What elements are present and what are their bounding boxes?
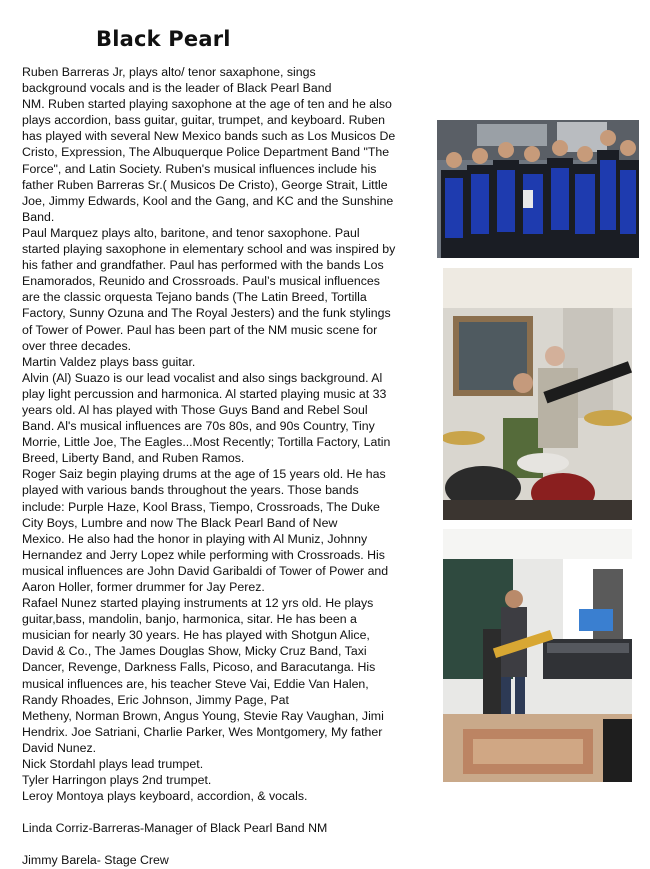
bio-line: Hendrix. Joe Satriani, Charlie Parker, Wes Montgomery, My father <box>22 724 383 739</box>
bio-line: years old. Al has played with Those Guys Band and Rebel Soul <box>22 402 368 417</box>
bio-line: Leroy Montoya plays keyboard, accordion, & vocals. <box>22 789 308 804</box>
bio-line: NM. Ruben started playing saxophone at the age of ten and he also <box>22 97 392 112</box>
bio-line: Morrie, Little Joe, The Eagles...Most Recently; Tortilla Factory, Latin <box>22 435 391 450</box>
bio-line: musical influences are, his teacher Steve Vai, Eddie Van Halen, <box>22 676 369 691</box>
bio-line: Band. Al's musical influences are 70s 80s, and 90s Country, Tiny <box>22 419 375 434</box>
bio-line: Breed, Liberty Band, and Ruben Ramos. <box>22 451 245 466</box>
bio-line: his father and grandfather. Paul has performed with the bands Los <box>22 258 384 273</box>
bio-line: Force", and Latin Society. Ruben's musical influences include his <box>22 161 377 176</box>
bio-line: has played with several New Mexico bands such as Los Musicos De <box>22 129 396 144</box>
bio-line: Hernandez and Jerry Lopez while performing with Crossroads. His <box>22 547 385 562</box>
bio-line: of Tower of Power. Paul has been part of the NM music scene for <box>22 322 378 337</box>
bio-line: Aaron Holler, former drummer for Jay Perez. <box>22 580 265 594</box>
bio-paragraphs <box>22 64 430 804</box>
drums-bass-photo <box>443 268 632 520</box>
bio-line: Tyler Harringon plays 2nd trumpet. <box>22 773 212 788</box>
bio-line: play light percussion and harmonica. Al started playing music at 33 <box>22 386 387 401</box>
bio-line: played with various bands throughout the years. Those bands <box>22 483 359 498</box>
bio-line: Ruben Barreras Jr, plays alto/ tenor saxaphone, sings <box>22 65 316 79</box>
bio-line: Paul Marquez plays alto, baritone, and tenor saxophone. Paul <box>22 225 360 240</box>
bio-line: Rafael Nunez started playing instruments at 12 yrs old. He plays <box>22 596 374 611</box>
bio-line: David & Co., The James Douglas Show, Micky Cruz Band, Taxi <box>22 644 367 659</box>
bio-line: guitar,bass, mandolin, banjo, harmonica, sitar. He has been a <box>22 612 357 627</box>
band-bios <box>22 64 430 869</box>
bio-line: Dancer, Revenge, Darkness Falls, Picoso, and Baracutanga. His <box>22 660 376 675</box>
bio-line: musician for nearly 30 years. He has played with Shotgun Alice, <box>22 628 370 643</box>
bio-line: include: Purple Haze, Kool Brass, Tiempo, Crossroads, The Duke <box>22 499 380 514</box>
manager-credit: Linda Corriz-Barreras-Manager of Black Pearl Band NM <box>22 821 328 836</box>
bio-line: Enamorados, Reunido and Crossroads. Paul’s musical influences <box>22 274 380 289</box>
bio-line: Martin Valdez plays bass guitar. <box>22 354 196 369</box>
studio-guitarist-photo <box>443 529 632 782</box>
bio-line: City Boys, Lumbre and now The Black Pearl Band of New <box>22 515 338 530</box>
bio-line: father Ruben Barreras Sr.( Musicos De Cristo), George Strait, Little <box>22 177 388 192</box>
crew-credit: Jimmy Barela- Stage Crew <box>22 853 169 868</box>
bio-line: Roger Saiz begin playing drums at the age of 15 years old. He has <box>22 467 386 482</box>
bio-line: Joe, Jimmy Edwards, Kool and the Gang, and KC and the Sunshine <box>22 193 394 208</box>
bio-line: over three decades. <box>22 338 132 353</box>
bio-line: Band. <box>22 209 55 224</box>
bio-line: Cristo, Expression, The Albuquerque Police Department Band "The <box>22 145 390 160</box>
bio-line: Metheny, Norman Brown, Angus Young, Stevie Ray Vaughan, Jimi <box>22 708 384 723</box>
band-group-photo <box>437 120 639 258</box>
page-title: Black Pearl <box>96 27 231 51</box>
bio-line: plays accordion, bass guitar, guitar, trumpet, and keyboard. Ruben <box>22 113 385 128</box>
bio-line: are the classic orquesta Tejano bands (The Latin Breed, Tortilla <box>22 290 367 305</box>
bio-line: Alvin (Al) Suazo is our lead vocalist and also sings background. Al <box>22 370 383 385</box>
bio-line: Nick Stordahl plays lead trumpet. <box>22 757 204 772</box>
bio-line: David Nunez. <box>22 740 97 755</box>
bio-line: Mexico. He also had the honor in playing with Al Muniz, Johnny <box>22 531 368 546</box>
bio-line: background vocals and is the leader of Black Pearl Band <box>22 81 332 96</box>
bio-line: musical influences are John David Garibaldi of Tower of Power and <box>22 563 389 578</box>
bio-line: Randy Rhoades, Eric Johnson, Jimmy Page, Pat <box>22 692 289 707</box>
bio-line: started playing saxophone in elementary school and was inspired by <box>22 242 396 257</box>
bio-line: Factory, Sunny Ozuna and The Royal Jesters) and the funk stylings <box>22 306 391 321</box>
